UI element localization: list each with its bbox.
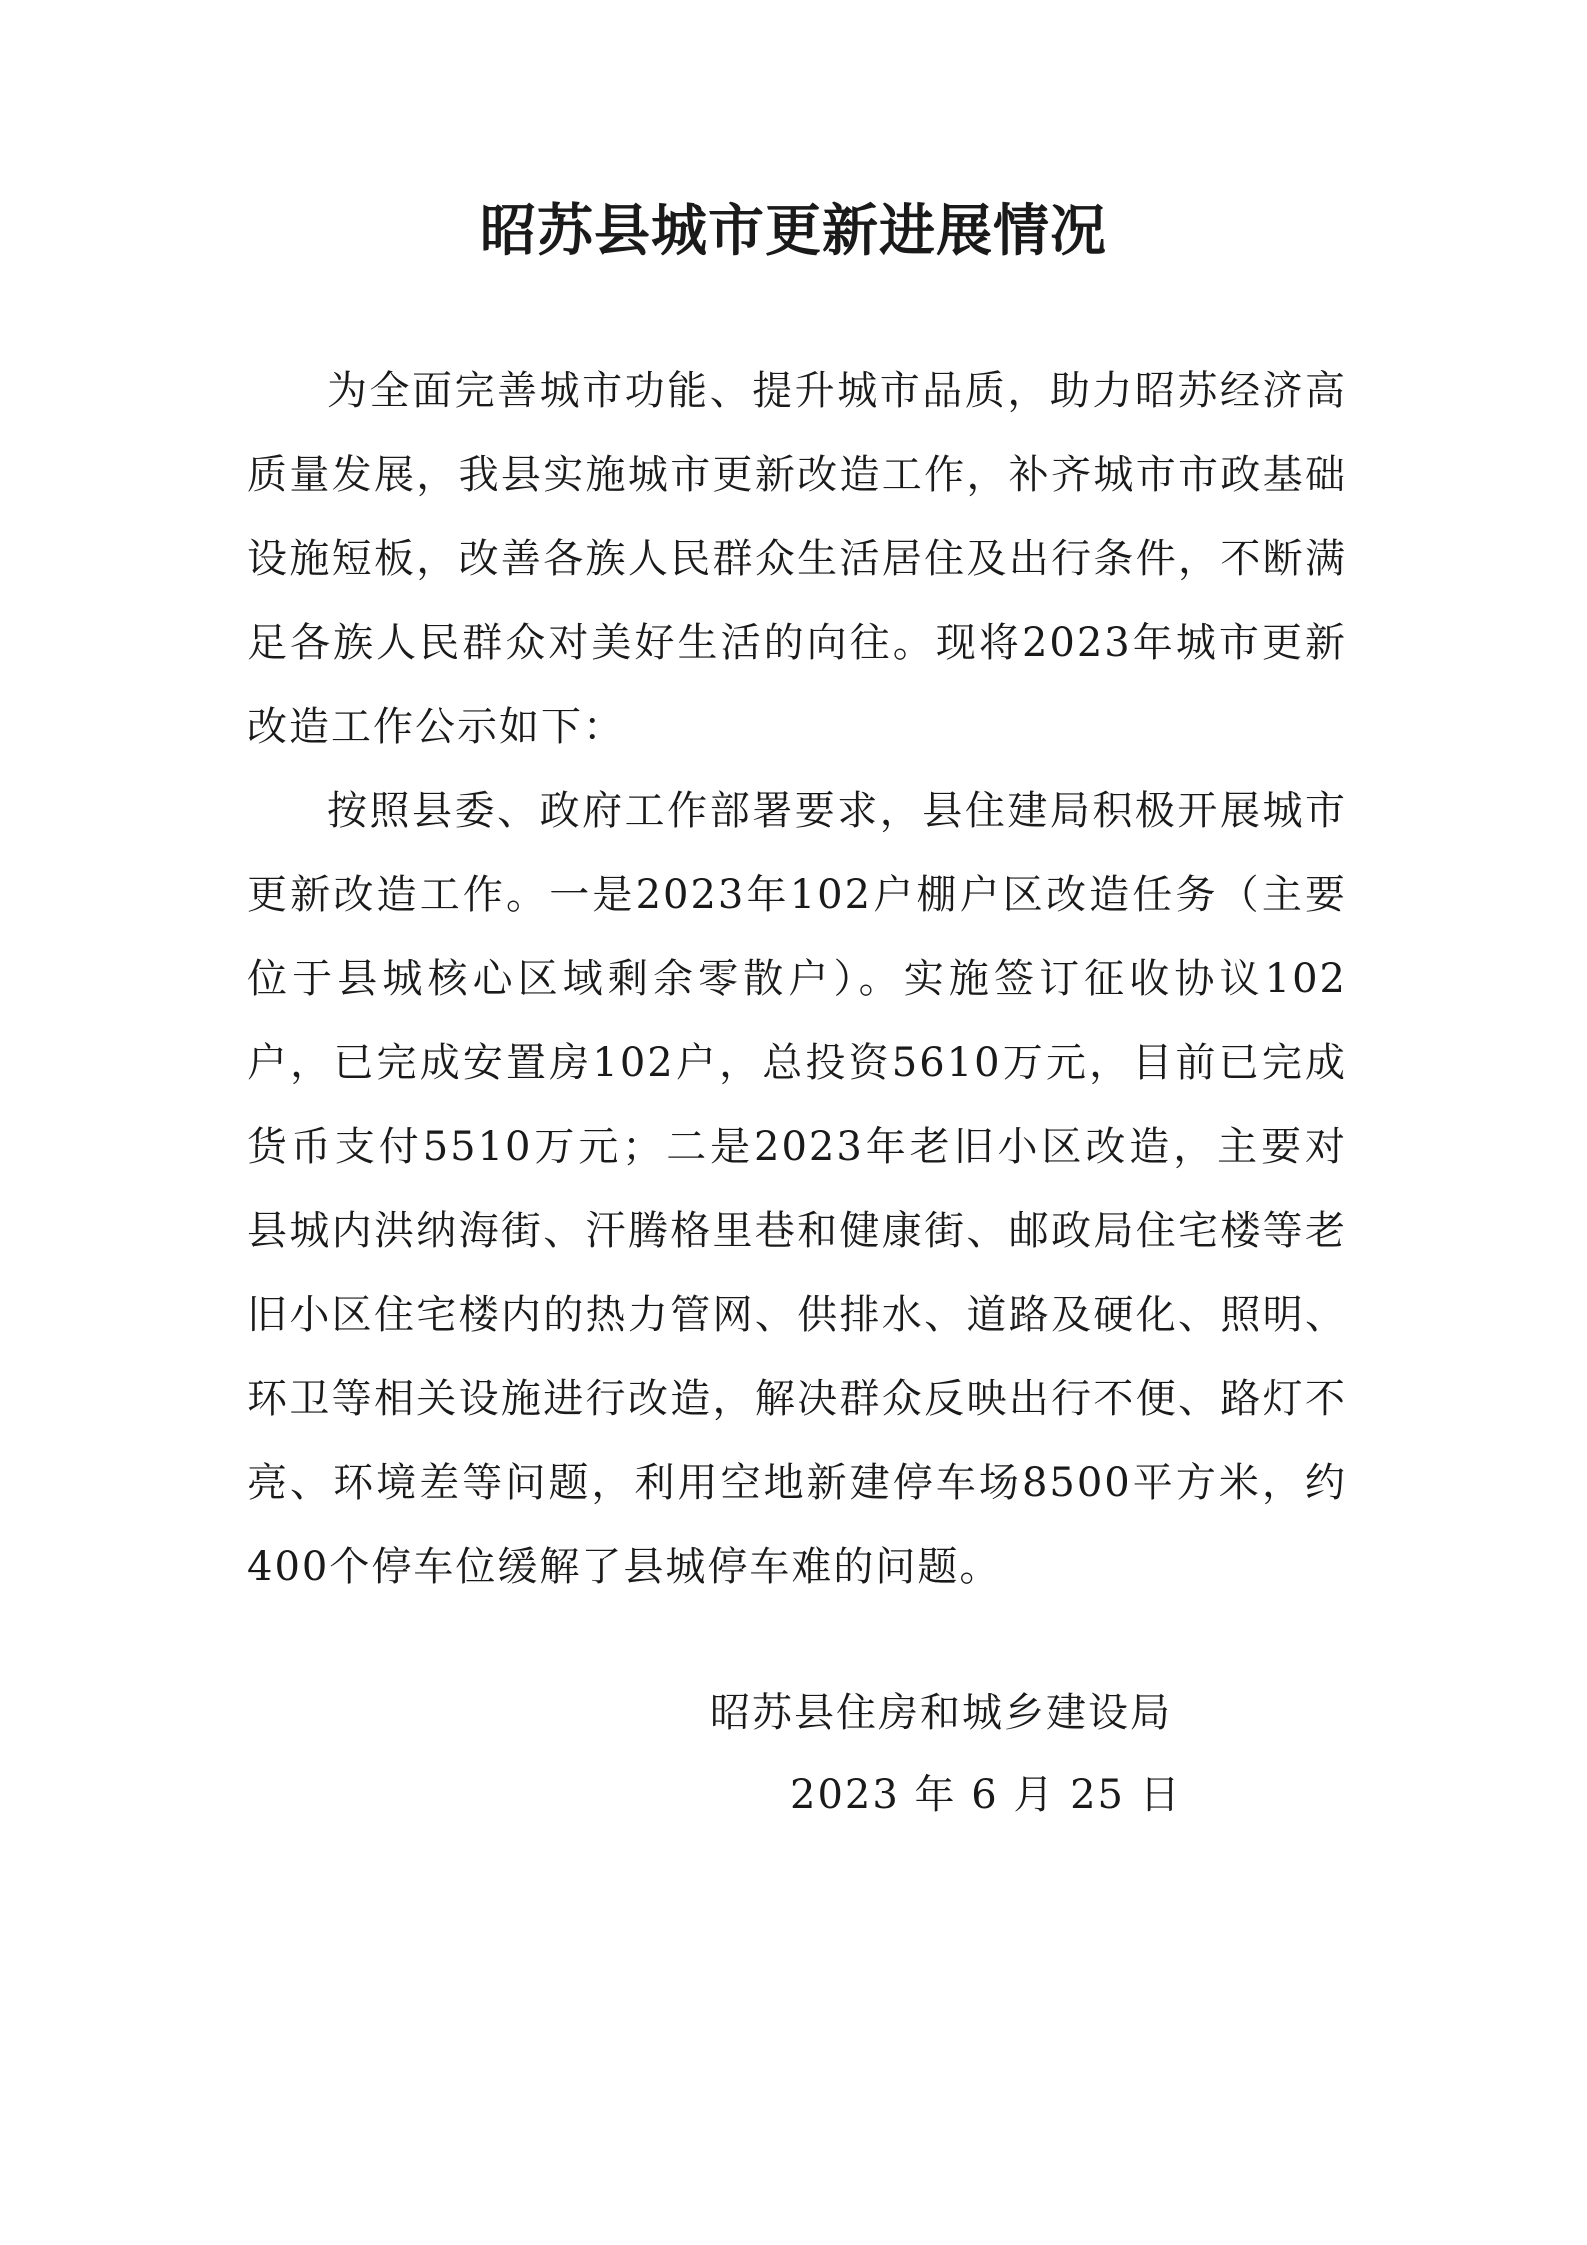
signature-organization: 昭苏县住房和城乡建设局 bbox=[710, 1690, 1172, 1736]
body-paragraph-intro: 为全面完善城市功能、提升城市品质，助力昭苏经济高质量发展，我县实施城市更新改造工作，补齐城市市政基础设施短板，改善各族人民群众生活居住及出行条件，不断满足各族人民群众对美好生活的向往。现将2023年城市更新改造工作公示如下： bbox=[247, 368, 1347, 750]
signature-block bbox=[710, 1672, 1182, 1836]
body-paragraph-progress: 按照县委、政府工作部署要求，县住建局积极开展城市更新改造工作。一是2023年102户棚户区改造任务（主要位于县城核心区域剩余零散户）。实施签订征收协议102户，已完成安置房102户，总投资5610万元，目前已完成货币支付5510万元；二是2023年老旧小区改造，主要对县城内洪纳海街、汗腾格里巷和健康街、邮政局住宅楼等老旧小区住宅楼内的热力管网、供排水、道路及硬化、照明、环卫等相关设施进行改造，解决群众反映出行不便、路灯不亮、环境差等问题，利用空地新建停车场8500平方米，约400个停车位缓解了县城停车难的问题。 bbox=[247, 788, 1347, 1590]
document-title: 昭苏县城市更新进展情况 bbox=[480, 198, 1107, 264]
signature-date: 2023 年 6 月 25 日 bbox=[790, 1772, 1182, 1818]
document-body bbox=[247, 349, 1347, 1609]
